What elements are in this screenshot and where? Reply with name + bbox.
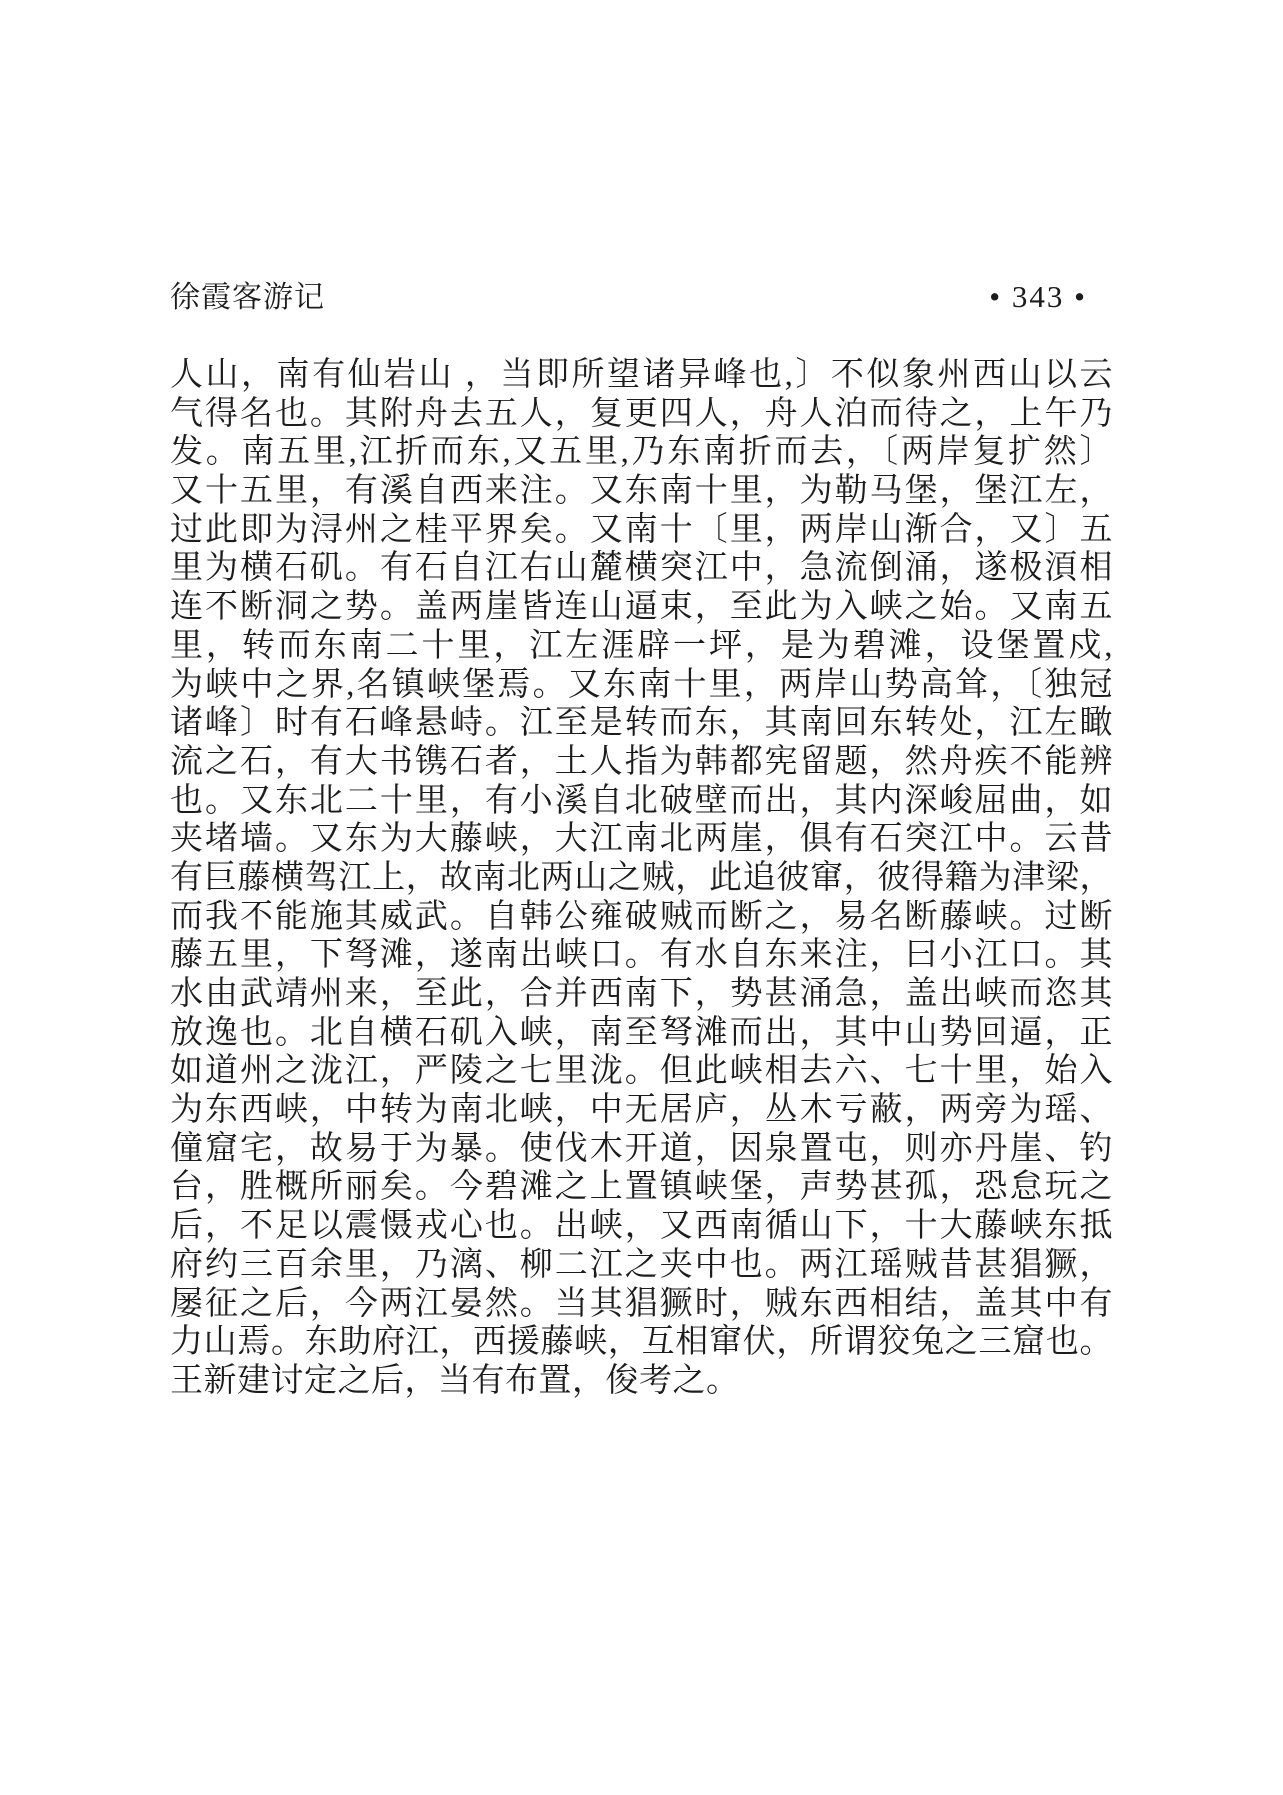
- text-line: 过此即为浔州之桂平界矣。又南十〔里，两岸山渐合，又〕五: [170, 511, 1113, 548]
- text-line: 人山，南有仙岩山 ，当即所望诸异峰也,〕不似象州西山以云: [170, 357, 1113, 393]
- text-line: 里为横石矶。有石自江右山麓横突江中，急流倒涌，遂极湏相: [170, 550, 1113, 587]
- text-line: 有巨藤横驾江上，故南北两山之贼，此追彼窜，彼得籍为津梁，: [170, 859, 1113, 896]
- text-line: 夹堵墙。又东为大藤峡，大江南北两崖，俱有石突江中。云昔: [170, 821, 1113, 858]
- text-line: 府约三百余里，乃漓、柳二江之夹中也。两江瑶贼昔甚猖獗，: [170, 1246, 1113, 1283]
- text-line: 发。南五里,江折而东,又五里,乃东南折而去，〔两岸复扩然〕: [170, 434, 1113, 471]
- text-line: 藤五里，下弩滩，遂南出峡口。有水自东来注，曰小江口。其: [170, 937, 1113, 974]
- page-header: [170, 272, 1113, 316]
- text-line: 又十五里，有溪自西来注。又东南十里，为勒马堡，堡江左，: [170, 473, 1113, 510]
- text-line: 僮窟宅，故易于为暴。使伐木开道，因泉置屯，则亦丹崖、钓: [170, 1130, 1113, 1167]
- text-line: 为东西峡，中转为南北峡，中无居庐，丛木亏蔽，两旁为瑶、: [170, 1092, 1113, 1129]
- text-line: 放逸也。北自横石矶入峡，南至弩滩而出，其中山势回逼，正: [170, 1014, 1113, 1051]
- running-title: 徐霞客游记: [170, 281, 325, 314]
- body-text: [170, 356, 1113, 1401]
- page-number: • 343 •: [989, 279, 1087, 314]
- text-line: 连不断洞之势。盖两崖皆连山逼束，至此为入峡之始。又南五: [170, 589, 1113, 626]
- text-line: 诸峰〕时有石峰悬峙。江至是转而东，其南回东转处，江左瞰: [170, 705, 1113, 742]
- text-line: 力山焉。东助府江，西援藤峡，互相窜伏，所谓狡兔之三窟也。: [170, 1324, 1113, 1361]
- text-line: 如道州之泷江，严陵之七里泷。但此峡相去六、七十里，始入: [170, 1053, 1113, 1090]
- text-line: 台，胜概所丽矣。今碧滩之上置镇峡堡，声势甚孤，恐怠玩之: [170, 1169, 1113, 1206]
- text-line: 流之石，有大书镌石者，土人指为韩都宪留题，然舟疾不能辨: [170, 743, 1113, 780]
- text-line: 气得名也。其附舟去五人，复更四人，舟人泊而待之，上午乃: [170, 395, 1113, 432]
- text-line: 水由武靖州来，至此，合并西南下，势甚涌急，盖出峡而恣其: [170, 976, 1113, 1012]
- text-line: 里，转而东南二十里，江左涯辟一坪，是为碧滩，设堡置戍,: [170, 627, 1113, 664]
- text-line: 后，不足以震慑戎心也。出峡，又西南循山下，十大藤峡东抵: [170, 1208, 1113, 1245]
- text-line: 也。又东北二十里，有小溪自北破壁而出，其内深峻屈曲，如: [170, 782, 1113, 819]
- text-line: 而我不能施其威武。自韩公雍破贼而断之，易名断藤峡。过断: [170, 898, 1113, 935]
- text-line: 屡征之后，今两江晏然。当其猖獗时，贼东西相结，盖其中有: [170, 1285, 1113, 1322]
- text-line: 为峡中之界,名镇峡堡焉。又东南十里，两岸山势高耸，〔独冠: [170, 666, 1113, 703]
- text-line: 王新建讨定之后，当有布置，俊考之。: [170, 1362, 740, 1399]
